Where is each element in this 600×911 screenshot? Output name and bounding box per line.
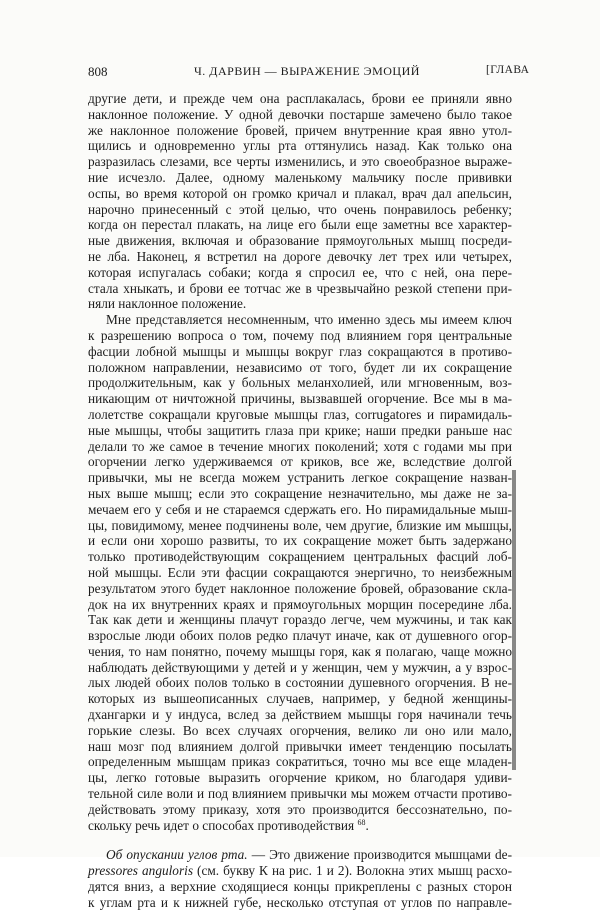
- text-line: [88, 138, 512, 154]
- text-span: чения, то нам понятно, почему мышцы горя, как я полагаю, чаще можно: [88, 643, 512, 659]
- text-span: которых из вышеописанных случаев, например, у бедной женщины-: [88, 691, 512, 707]
- text-span: Так как дети и женщины плачут гораздо легче, чем мужчины, и так как: [88, 612, 512, 628]
- text-line: дятся вниз, а верхние сходящиеся концы прикреплены с разных сторон: [88, 879, 512, 895]
- text-span: не лба. Наконец, я встретил на дороге девочку лет трех или четырех,: [88, 248, 512, 264]
- text-span: разразилась слезами, все черты изменились, и это своеобразное выраже-: [88, 154, 512, 170]
- paragraph-gap: [88, 833, 512, 847]
- text-line: [88, 739, 512, 755]
- text-line: [88, 233, 512, 249]
- chapter-marker: [ГЛАВА: [486, 64, 530, 76]
- text-line: [88, 439, 512, 455]
- text-span: определенным мышцам приказ сократиться, точно мы все еще младен-: [88, 754, 512, 770]
- text-line: [88, 154, 512, 170]
- text-span: док на их внутренних краях и прямоугольных морщин посередине лба.: [88, 596, 512, 612]
- text-span: делали то же самое в течение многих поколений; хотя с годами мы при: [88, 438, 512, 454]
- text-line: [88, 675, 512, 691]
- text-span: оспы, во время которой он громко кричал и плакал, врач дал апельсин,: [88, 185, 512, 201]
- text-line: [88, 375, 512, 391]
- text-line: [88, 344, 512, 360]
- text-line: [88, 597, 512, 613]
- text-span: и если они хорошо развиты, то их сокращение может быть задержано: [88, 533, 512, 549]
- text-span: наблюдать действующими у детей и у женщин, чем у мужчин, а у взрос-: [88, 659, 512, 675]
- text-line: [88, 423, 512, 439]
- text-span: когда он перестал плакать, на лице его были еще заметны все характер-: [88, 217, 512, 233]
- text-span: щились и одновременно углы рта оттянулись назад. Как только она: [88, 138, 512, 154]
- text-span: никающим от ничтожной причины, вызвавшей огорчение. Все мы в ма-: [88, 391, 512, 407]
- text-span: положном направлении, независимо от того, будет ли их сокращение: [88, 359, 512, 375]
- running-title: Ч. ДАРВИН — ВЫРАЖЕНИЕ ЭМОЦИЙ: [194, 64, 420, 78]
- text-span: Мне представляется несомненным, что именно здесь мы имеем ключ: [106, 312, 512, 328]
- text-line: [88, 770, 512, 786]
- text-line: [88, 691, 512, 707]
- text-line: скольку речь идет о способах противодействия $^{68}$.: [88, 817, 369, 833]
- footnote-ref: 68: [357, 817, 366, 827]
- text-span: действовать этому приказу, хотя это производится бессознательно, по-: [88, 801, 512, 817]
- text-line: [88, 581, 512, 597]
- text-line: [88, 202, 512, 218]
- paragraph-2: [88, 312, 512, 833]
- text-line: [88, 723, 512, 739]
- text-span: которая испугалась собаки; когда я спросил ее, что с ней, она пере-: [88, 264, 512, 280]
- text-line: [88, 660, 512, 676]
- text-line: [88, 565, 512, 581]
- text-line: [88, 217, 512, 233]
- text-span: ные мышцы, чтобы защитить глаза при крике; наши предки раньше нас: [88, 422, 512, 438]
- text-line: [88, 249, 512, 265]
- text-span: цы, легко готовые выразить огорчение криком, но благодаря удиви-: [88, 770, 512, 786]
- text-span: лых людей обоих полов только в состоянии душевного огорчения. В не-: [88, 675, 512, 691]
- text-line: [88, 360, 512, 376]
- text-line: [88, 802, 512, 818]
- text-line: [88, 628, 512, 644]
- text-line: [88, 786, 512, 802]
- text-span: няли наклонное положение.: [88, 296, 247, 312]
- text-span: (см. букву К на рис. 1 и 2). Волокна этих мышц расхо-: [193, 863, 512, 879]
- page-edge-shadow: [512, 470, 516, 770]
- page-number: 808: [88, 64, 108, 79]
- text-span: скольку речь идет о способах противодействия: [88, 817, 355, 833]
- text-line: [88, 107, 512, 123]
- text-span: наклонное положение. У одной девочки постарше замечено было такое: [88, 106, 512, 122]
- text-span: другие дети, и прежде чем она расплакалась, брови ее приняли явно: [88, 91, 512, 106]
- text-span: ной мышцы. Если эти фасции сокращаются энергично, то неизбежным: [88, 564, 512, 580]
- text-span: тельной силе воли и под влиянием привычки мы можем отчасти противо-: [88, 786, 512, 802]
- text-span: — Это движение производится мышцами de-: [247, 847, 512, 863]
- text-line: [88, 407, 512, 423]
- text-line: [88, 533, 512, 549]
- text-line: [88, 612, 512, 628]
- latin-term: pressores anguloris: [88, 863, 194, 879]
- text-span: ных выше мышц; если это сокращение незначительно, мы даже не за-: [88, 485, 512, 501]
- text-span: к разрешению вопроса о том, почему под влиянием горя центральные: [88, 327, 512, 343]
- text-line: [88, 312, 512, 328]
- text-span: горькие слезы. Во всех случаях огорчения, велико ли оно или мало,: [88, 722, 512, 738]
- text-line: [88, 847, 512, 863]
- text-span: ные движения, включая и образование прямоугольных мышц посреди-: [88, 233, 512, 249]
- text-line: [88, 863, 512, 879]
- text-line: [88, 754, 512, 770]
- text-span: цы, повидимому, менее подчинены воле, чем другие, близкие им мышцы,: [88, 517, 512, 533]
- text-span: дхангарки и у индуса, вслед за действием мышцы горя начинали течь: [88, 707, 512, 723]
- text-line: [88, 186, 512, 202]
- text-line: [88, 391, 512, 407]
- text-line: [88, 296, 512, 312]
- text-span: привычки, мы не всегда можем устранить легкое сокращение назван-: [88, 470, 512, 486]
- text-span: взрослые люди обоих полов редко плачут иначе, как от душевного огор-: [88, 628, 512, 644]
- paragraph-3: [88, 847, 512, 910]
- text-line: [88, 502, 512, 518]
- text-span: ние исчезло. Далее, одному маленькому мальчику после прививки: [88, 169, 512, 185]
- text-line: к углам рта и к нижней губе, несколько отступая от углов по направле-: [88, 894, 512, 910]
- text-line: [88, 470, 512, 486]
- text-span: стала хныкать, и брови ее тотчас же в чрезвычайно резкой степени при-: [88, 280, 512, 296]
- text-line: [88, 454, 512, 470]
- text-line: [88, 549, 512, 565]
- text-span: наш мозг под влиянием долгой привычки имеет тенденцию посылать: [88, 738, 512, 754]
- text-line: [88, 281, 512, 297]
- text-span: лолетстве сокращали круговые мышцы глаз, corrugatores и пирамидаль-: [88, 406, 512, 422]
- text-line: [88, 328, 512, 344]
- text-line: [88, 707, 512, 723]
- text-line: [88, 265, 512, 281]
- text-span: фасции лобной мышцы и мышцы вокруг глаз сокращаются в противо-: [88, 343, 512, 359]
- text-span: продолжительным, как у больных меланхолией, или мгновенным, воз-: [88, 375, 512, 391]
- text-line: [88, 91, 512, 107]
- text-span: мечаем его у себя и не стараемся сдержать его. Но пирамидальные мыш-: [88, 501, 512, 517]
- text-span: же наклонное положение бровей, причем внутренние края явно утол-: [88, 122, 512, 138]
- section-heading: Об опускании углов рта.: [106, 847, 248, 863]
- text-line: [88, 486, 512, 502]
- text-line: [88, 170, 512, 186]
- text-line: [88, 644, 512, 660]
- text-span: только противодействующим сокращением центральных фасций лоб-: [88, 549, 512, 565]
- page-body: [88, 91, 512, 911]
- text-span: нарочно принесенный с этой целью, что очень понравилось ребенку;: [88, 201, 512, 217]
- text-line: [88, 123, 512, 139]
- text-span: огорчении легко удерживаемся от криков, все же, вследствие долгой: [88, 454, 512, 470]
- paragraph-1: [88, 91, 512, 312]
- text-line: [88, 518, 512, 534]
- text-span: результатом этого будет наклонное положение бровей, образование скла-: [88, 580, 512, 596]
